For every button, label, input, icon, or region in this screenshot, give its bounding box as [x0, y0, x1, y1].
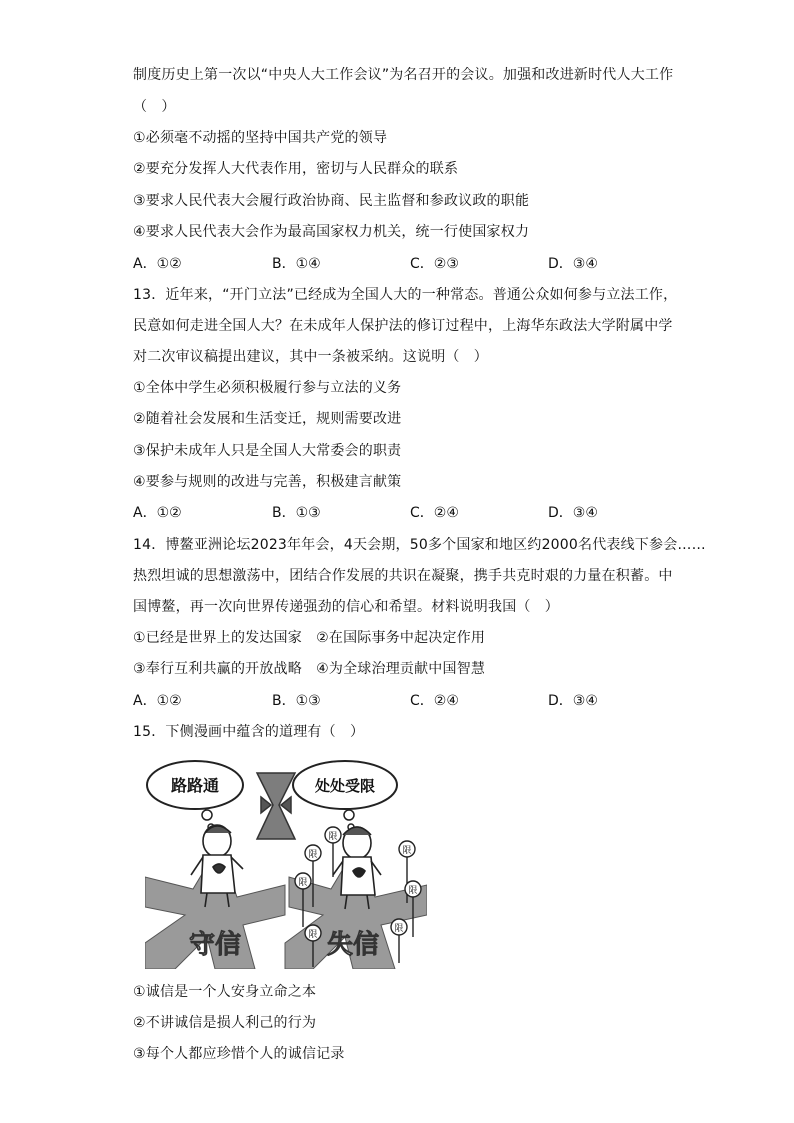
q12-statement-2: ②要充分发挥人大代表作用，密切与人民群众的联系 — [133, 161, 459, 177]
q14-statements-3-4: ③奉行互利共赢的开放战略 ④为全球治理贡献中国智慧 — [133, 661, 486, 677]
q13-stem-line-2: 民意如何走进全国人大？在未成年人保护法的修订过程中，上海华东政法大学附属中学 — [133, 318, 673, 334]
left-ground-label: 守信 — [188, 930, 242, 960]
q12-answer-parentheses: （ ） — [133, 99, 176, 115]
right-ground-label: 失信 — [326, 930, 380, 960]
q15-stem: 15．下侧漫画中蕴含的道理有（ ） — [133, 724, 365, 740]
q12-option-c[interactable]: C．②③ — [410, 256, 459, 272]
q13-option-b[interactable]: B．①③ — [272, 505, 321, 521]
sign-char: 限 — [402, 846, 412, 856]
restriction-sign — [391, 919, 407, 963]
q12-option-d[interactable]: D．③④ — [548, 256, 598, 272]
q13-options — [133, 503, 653, 523]
sign-char: 限 — [394, 924, 404, 934]
q12-stem-continued: 制度历史上第一次以“中央人大工作会议”为名召开的会议。加强和改进新时代人大工作 — [133, 67, 674, 83]
q13-option-d[interactable]: D．③④ — [548, 505, 598, 521]
q13-statement-2: ②随着社会发展和生活变迁，规则需要改进 — [133, 411, 402, 427]
q13-stem-line-1: 13．近年来，“开门立法”已经成为全国人大的一种常态。普通公众如何参与立法工作， — [133, 287, 678, 303]
q14-stem-line-3: 国博鳌，再一次向世界传递强劲的信心和希望。材料说明我国（ ） — [133, 599, 559, 615]
cartoon-illustration — [145, 757, 427, 969]
q12-option-b[interactable]: B．①④ — [272, 256, 321, 272]
q15-statement-2: ②不讲诚信是损人利己的行为 — [133, 1015, 317, 1031]
right-bubble-text: 处处受限 — [314, 777, 376, 795]
q14-stem-line-1: 14．博鳌亚洲论坛2023年年会，4天会期，50多个国家和地区约2000名代表线下参会…… — [133, 537, 706, 553]
hourglass-shape — [257, 773, 295, 839]
q14-option-d[interactable]: D．③④ — [548, 693, 598, 709]
q12-options — [133, 254, 653, 274]
q14-statements-1-2: ①已经是世界上的发达国家 ②在国际事务中起决定作用 — [133, 630, 486, 646]
q13-statement-4: ④要参与规则的改进与完善，积极建言献策 — [133, 474, 402, 490]
sign-char: 限 — [408, 886, 418, 896]
q13-statement-1: ①全体中学生必须积极履行参与立法的义务 — [133, 380, 402, 396]
q12-option-a[interactable]: A．①② — [133, 256, 182, 272]
q13-option-c[interactable]: C．②④ — [410, 505, 459, 521]
right-thought-bubble — [293, 761, 397, 830]
sign-char: 限 — [308, 850, 318, 860]
q15-statement-3: ③每个人都应珍惜个人的诚信记录 — [133, 1046, 345, 1062]
q15-statement-1: ①诚信是一个人安身立命之本 — [133, 984, 317, 1000]
sign-char: 限 — [298, 878, 308, 888]
left-bubble-text: 路路通 — [170, 776, 220, 795]
q13-option-a[interactable]: A．①② — [133, 505, 182, 521]
q12-statement-3: ③要求人民代表大会履行政治协商、民主监督和参政议政的职能 — [133, 193, 530, 209]
q14-option-a[interactable]: A．①② — [133, 693, 182, 709]
sign-char: 限 — [308, 930, 318, 940]
q12-statement-4: ④要求人民代表大会作为最高国家权力机关，统一行使国家权力 — [133, 224, 530, 240]
q12-statement-1: ①必须毫不动摇的坚持中国共产党的领导 — [133, 130, 388, 146]
q14-option-b[interactable]: B．①③ — [272, 693, 321, 709]
q14-stem-line-2: 热烈坦诚的思想激荡中，团结合作发展的共识在凝聚，携手共克时艰的力量在积蓄。中 — [133, 568, 673, 584]
restriction-sign — [325, 827, 341, 877]
q13-stem-line-3: 对二次审议稿提出建议，其中一条被采纳。这说明（ ） — [133, 349, 488, 365]
q14-option-c[interactable]: C．②④ — [410, 693, 459, 709]
q13-statement-3: ③保护未成年人只是全国人大常委会的职责 — [133, 443, 402, 459]
q14-options — [133, 691, 653, 711]
left-thought-bubble — [147, 761, 243, 830]
sign-char: 限 — [328, 832, 338, 842]
